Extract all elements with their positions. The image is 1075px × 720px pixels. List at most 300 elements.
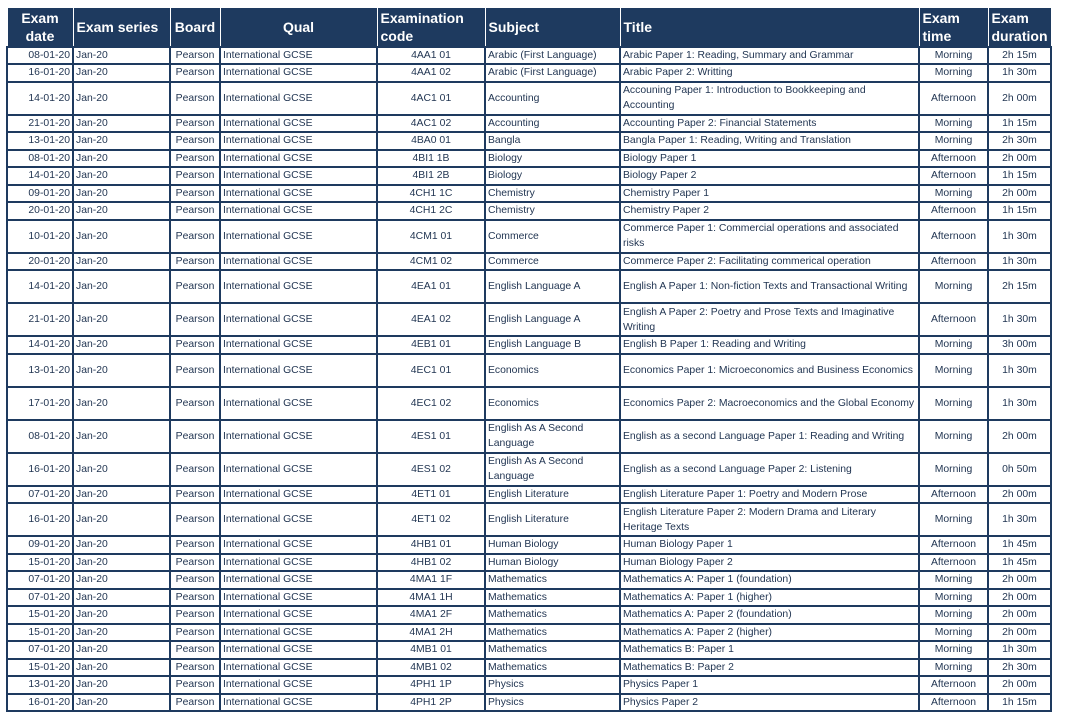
subject-cell: English Literature [485,503,620,536]
exam-series-cell: Jan-20 [73,354,170,387]
exam-series-cell: Jan-20 [73,387,170,420]
exam-code-cell: 4MA1 2H [377,624,485,642]
exam-time-cell: Morning [919,420,988,453]
qual-cell: International GCSE [220,150,377,168]
exam-series-cell: Jan-20 [73,253,170,271]
header-board [170,8,220,47]
subject-cell: Arabic (First Language) [485,47,620,65]
exam-date-cell: 15-01-20 [7,606,73,624]
header-label: Exam [991,9,1029,26]
qual-cell: International GCSE [220,354,377,387]
exam-series-cell: Jan-20 [73,659,170,677]
exam-duration-cell: 1h 30m [988,503,1051,536]
subject-cell: Arabic (First Language) [485,64,620,82]
exam-duration-cell: 1h 30m [988,303,1051,336]
exam-time-cell: Afternoon [919,82,988,115]
exam-time-cell: Afternoon [919,167,988,185]
exam-code-cell: 4MA1 1H [377,589,485,607]
board-cell: Pearson [170,303,220,336]
table-header [7,8,1051,47]
table-row [7,606,1051,624]
title-cell: Human Biology Paper 2 [620,554,919,572]
qual-cell: International GCSE [220,64,377,82]
exam-duration-cell: 2h 00m [988,624,1051,642]
exam-time-cell: Afternoon [919,303,988,336]
table-row [7,659,1051,677]
subject-cell: Bangla [485,132,620,150]
table-body [7,47,1051,712]
table-row [7,503,1051,536]
board-cell: Pearson [170,453,220,486]
table-row [7,624,1051,642]
qual-cell: International GCSE [220,220,377,253]
title-cell: Physics Paper 1 [620,676,919,694]
table-row [7,571,1051,589]
table-row [7,202,1051,220]
exam-series-cell: Jan-20 [73,220,170,253]
exam-duration-cell: 1h 15m [988,694,1051,712]
table-row [7,336,1051,354]
subject-cell: Chemistry [485,185,620,203]
exam-code-cell: 4ET1 02 [377,503,485,536]
header-examination-code [377,8,485,47]
exam-series-cell: Jan-20 [73,185,170,203]
exam-duration-cell: 2h 00m [988,606,1051,624]
exam-time-cell: Afternoon [919,253,988,271]
exam-duration-cell: 2h 00m [988,589,1051,607]
board-cell: Pearson [170,503,220,536]
table-row [7,486,1051,504]
header-label: Exam [922,9,960,26]
title-cell: English Literature Paper 1: Poetry and Modern Prose [620,486,919,504]
qual-cell: International GCSE [220,659,377,677]
exam-code-cell: 4EA1 02 [377,303,485,336]
exam-series-cell: Jan-20 [73,132,170,150]
exam-date-cell: 08-01-20 [7,47,73,65]
exam-series-cell: Jan-20 [73,64,170,82]
exam-series-cell: Jan-20 [73,589,170,607]
subject-cell: Economics [485,387,620,420]
exam-time-cell: Afternoon [919,554,988,572]
exam-series-cell: Jan-20 [73,115,170,133]
subject-cell: Human Biology [485,536,620,554]
board-cell: Pearson [170,132,220,150]
qual-cell: International GCSE [220,253,377,271]
exam-duration-cell: 1h 45m [988,536,1051,554]
title-cell: Arabic Paper 2: Writting [620,64,919,82]
qual-cell: International GCSE [220,185,377,203]
board-cell: Pearson [170,589,220,607]
board-cell: Pearson [170,47,220,65]
subject-cell: Commerce [485,220,620,253]
exam-code-cell: 4MB1 01 [377,641,485,659]
exam-duration-cell: 2h 00m [988,150,1051,168]
exam-timetable [6,7,1052,712]
exam-duration-cell: 2h 15m [988,47,1051,65]
table-row [7,270,1051,303]
subject-cell: Economics [485,354,620,387]
exam-code-cell: 4AC1 02 [377,115,485,133]
board-cell: Pearson [170,571,220,589]
exam-series-cell: Jan-20 [73,606,170,624]
exam-date-cell: 15-01-20 [7,659,73,677]
exam-time-cell: Morning [919,64,988,82]
exam-date-cell: 21-01-20 [7,303,73,336]
exam-time-cell: Morning [919,659,988,677]
exam-code-cell: 4AC1 01 [377,82,485,115]
exam-date-cell: 14-01-20 [7,82,73,115]
title-cell: Arabic Paper 1: Reading, Summary and Grammar [620,47,919,65]
exam-date-cell: 16-01-20 [7,453,73,486]
title-cell: English as a second Language Paper 1: Reading and Writing [620,420,919,453]
title-cell: Mathematics B: Paper 1 [620,641,919,659]
exam-series-cell: Jan-20 [73,624,170,642]
exam-date-cell: 16-01-20 [7,64,73,82]
exam-series-cell: Jan-20 [73,336,170,354]
exam-date-cell: 21-01-20 [7,115,73,133]
exam-code-cell: 4EC1 02 [377,387,485,420]
table-row [7,253,1051,271]
table-row [7,132,1051,150]
table-row [7,167,1051,185]
qual-cell: International GCSE [220,82,377,115]
header-exam-date [7,8,73,47]
board-cell: Pearson [170,387,220,420]
header-exam-series [73,8,170,47]
board-cell: Pearson [170,624,220,642]
header-label: time [922,27,952,44]
subject-cell: Accounting [485,82,620,115]
exam-series-cell: Jan-20 [73,420,170,453]
exam-date-cell: 15-01-20 [7,554,73,572]
exam-date-cell: 07-01-20 [7,571,73,589]
title-cell: English Literature Paper 2: Modern Drama and Literary Heritage Texts [620,503,919,536]
exam-duration-cell: 2h 15m [988,270,1051,303]
subject-cell: Physics [485,694,620,712]
exam-duration-cell: 2h 00m [988,486,1051,504]
subject-cell: Mathematics [485,641,620,659]
qual-cell: International GCSE [220,202,377,220]
table-row [7,589,1051,607]
exam-duration-cell: 1h 30m [988,387,1051,420]
exam-time-cell: Morning [919,185,988,203]
header-exam-time [919,8,988,47]
title-cell: English B Paper 1: Reading and Writing [620,336,919,354]
exam-code-cell: 4PH1 1P [377,676,485,694]
qual-cell: International GCSE [220,536,377,554]
exam-duration-cell: 2h 00m [988,420,1051,453]
exam-code-cell: 4MB1 02 [377,659,485,677]
exam-duration-cell: 2h 00m [988,82,1051,115]
exam-duration-cell: 2h 30m [988,659,1051,677]
exam-series-cell: Jan-20 [73,453,170,486]
subject-cell: Mathematics [485,659,620,677]
exam-code-cell: 4AA1 01 [377,47,485,65]
exam-code-cell: 4CM1 01 [377,220,485,253]
header-label: Board [174,18,216,35]
exam-series-cell: Jan-20 [73,694,170,712]
exam-time-cell: Afternoon [919,536,988,554]
exam-date-cell: 17-01-20 [7,387,73,420]
exam-duration-cell: 1h 30m [988,220,1051,253]
board-cell: Pearson [170,220,220,253]
board-cell: Pearson [170,185,220,203]
title-cell: English A Paper 2: Poetry and Prose Texts and Imaginative Writing [620,303,919,336]
exam-code-cell: 4CH1 2C [377,202,485,220]
header-label: Exam series [76,18,159,35]
title-cell: Mathematics A: Paper 1 (foundation) [620,571,919,589]
exam-time-cell: Morning [919,354,988,387]
board-cell: Pearson [170,486,220,504]
exam-duration-cell: 1h 15m [988,167,1051,185]
subject-cell: Mathematics [485,624,620,642]
exam-code-cell: 4BI1 1B [377,150,485,168]
exam-code-cell: 4ET1 01 [377,486,485,504]
exam-time-cell: Morning [919,387,988,420]
exam-date-cell: 16-01-20 [7,694,73,712]
exam-time-cell: Morning [919,571,988,589]
exam-date-cell: 20-01-20 [7,202,73,220]
subject-cell: English Language A [485,303,620,336]
title-cell: Chemistry Paper 2 [620,202,919,220]
table-row [7,115,1051,133]
header-label: duration [991,27,1048,44]
qual-cell: International GCSE [220,336,377,354]
qual-cell: International GCSE [220,589,377,607]
header-label: code [380,27,414,44]
title-cell: Accouning Paper 1: Introduction to Bookkeeping and Accounting [620,82,919,115]
exam-series-cell: Jan-20 [73,536,170,554]
exam-code-cell: 4BA0 01 [377,132,485,150]
exam-duration-cell: 1h 30m [988,641,1051,659]
qual-cell: International GCSE [220,420,377,453]
qual-cell: International GCSE [220,303,377,336]
exam-duration-cell: 1h 30m [988,253,1051,271]
exam-date-cell: 13-01-20 [7,354,73,387]
header-label: Examination [380,9,464,26]
table-row [7,694,1051,712]
exam-code-cell: 4MA1 2F [377,606,485,624]
table-row [7,47,1051,65]
subject-cell: Mathematics [485,571,620,589]
table-row [7,641,1051,659]
exam-code-cell: 4MA1 1F [377,571,485,589]
exam-code-cell: 4AA1 02 [377,64,485,82]
exam-code-cell: 4EA1 01 [377,270,485,303]
header-label: Title [623,18,653,35]
exam-duration-cell: 0h 50m [988,453,1051,486]
exam-date-cell: 16-01-20 [7,503,73,536]
qual-cell: International GCSE [220,132,377,150]
header-label: Qual [282,18,315,35]
subject-cell: English As A Second Language [485,420,620,453]
exam-code-cell: 4EC1 01 [377,354,485,387]
qual-cell: International GCSE [220,270,377,303]
exam-series-cell: Jan-20 [73,167,170,185]
subject-cell: English As A Second Language [485,453,620,486]
header-label: date [25,27,55,44]
exam-time-cell: Morning [919,606,988,624]
board-cell: Pearson [170,606,220,624]
subject-cell: English Language B [485,336,620,354]
exam-series-cell: Jan-20 [73,554,170,572]
exam-date-cell: 09-01-20 [7,536,73,554]
timetable-table [6,7,1052,712]
subject-cell: Human Biology [485,554,620,572]
board-cell: Pearson [170,202,220,220]
exam-series-cell: Jan-20 [73,202,170,220]
exam-duration-cell: 2h 00m [988,185,1051,203]
board-cell: Pearson [170,253,220,271]
board-cell: Pearson [170,354,220,387]
header-subject [485,8,620,47]
exam-series-cell: Jan-20 [73,641,170,659]
subject-cell: Physics [485,676,620,694]
exam-time-cell: Morning [919,503,988,536]
exam-time-cell: Morning [919,132,988,150]
title-cell: English as a second Language Paper 2: Listening [620,453,919,486]
header-exam-duration [988,8,1051,47]
board-cell: Pearson [170,641,220,659]
board-cell: Pearson [170,167,220,185]
table-row [7,536,1051,554]
board-cell: Pearson [170,115,220,133]
exam-code-cell: 4HB1 02 [377,554,485,572]
exam-date-cell: 14-01-20 [7,336,73,354]
subject-cell: Mathematics [485,606,620,624]
table-row [7,303,1051,336]
exam-time-cell: Morning [919,115,988,133]
exam-time-cell: Morning [919,641,988,659]
title-cell: Accounting Paper 2: Financial Statements [620,115,919,133]
qual-cell: International GCSE [220,453,377,486]
board-cell: Pearson [170,336,220,354]
table-row [7,420,1051,453]
qual-cell: International GCSE [220,571,377,589]
board-cell: Pearson [170,64,220,82]
exam-date-cell: 10-01-20 [7,220,73,253]
exam-time-cell: Afternoon [919,202,988,220]
qual-cell: International GCSE [220,676,377,694]
exam-code-cell: 4CM1 02 [377,253,485,271]
title-cell: English A Paper 1: Non-fiction Texts and Transactional Writing [620,270,919,303]
exam-code-cell: 4HB1 01 [377,536,485,554]
exam-time-cell: Morning [919,47,988,65]
exam-date-cell: 07-01-20 [7,486,73,504]
exam-date-cell: 13-01-20 [7,676,73,694]
exam-duration-cell: 1h 15m [988,115,1051,133]
exam-time-cell: Morning [919,624,988,642]
exam-date-cell: 13-01-20 [7,132,73,150]
subject-cell: English Literature [485,486,620,504]
exam-date-cell: 14-01-20 [7,270,73,303]
title-cell: Commerce Paper 1: Commercial operations and associated risks [620,220,919,253]
title-cell: Bangla Paper 1: Reading, Writing and Translation [620,132,919,150]
qual-cell: International GCSE [220,486,377,504]
exam-series-cell: Jan-20 [73,486,170,504]
table-row [7,554,1051,572]
qual-cell: International GCSE [220,606,377,624]
board-cell: Pearson [170,150,220,168]
exam-time-cell: Afternoon [919,220,988,253]
board-cell: Pearson [170,82,220,115]
exam-date-cell: 09-01-20 [7,185,73,203]
exam-code-cell: 4ES1 01 [377,420,485,453]
exam-code-cell: 4EB1 01 [377,336,485,354]
subject-cell: Biology [485,167,620,185]
table-row [7,220,1051,253]
exam-duration-cell: 1h 30m [988,354,1051,387]
exam-time-cell: Afternoon [919,676,988,694]
qual-cell: International GCSE [220,387,377,420]
exam-date-cell: 15-01-20 [7,624,73,642]
header-qual [220,8,377,47]
exam-duration-cell: 1h 30m [988,64,1051,82]
exam-time-cell: Afternoon [919,486,988,504]
board-cell: Pearson [170,694,220,712]
subject-cell: Accounting [485,115,620,133]
table-row [7,82,1051,115]
exam-code-cell: 4PH1 2P [377,694,485,712]
exam-series-cell: Jan-20 [73,503,170,536]
header-label: Exam [21,9,59,26]
board-cell: Pearson [170,420,220,453]
title-cell: Economics Paper 2: Macroeconomics and the Global Economy [620,387,919,420]
title-cell: Human Biology Paper 1 [620,536,919,554]
table-row [7,453,1051,486]
title-cell: Biology Paper 2 [620,167,919,185]
title-cell: Physics Paper 2 [620,694,919,712]
qual-cell: International GCSE [220,503,377,536]
title-cell: Economics Paper 1: Microeconomics and Business Economics [620,354,919,387]
board-cell: Pearson [170,270,220,303]
table-row [7,676,1051,694]
exam-date-cell: 08-01-20 [7,420,73,453]
exam-date-cell: 08-01-20 [7,150,73,168]
exam-time-cell: Morning [919,336,988,354]
exam-duration-cell: 2h 00m [988,676,1051,694]
subject-cell: Chemistry [485,202,620,220]
exam-series-cell: Jan-20 [73,270,170,303]
board-cell: Pearson [170,554,220,572]
subject-cell: Biology [485,150,620,168]
table-row [7,354,1051,387]
exam-duration-cell: 1h 15m [988,202,1051,220]
exam-time-cell: Afternoon [919,150,988,168]
table-row [7,185,1051,203]
exam-code-cell: 4BI1 2B [377,167,485,185]
exam-time-cell: Morning [919,270,988,303]
exam-series-cell: Jan-20 [73,303,170,336]
title-cell: Mathematics A: Paper 1 (higher) [620,589,919,607]
exam-date-cell: 20-01-20 [7,253,73,271]
exam-time-cell: Morning [919,453,988,486]
qual-cell: International GCSE [220,694,377,712]
subject-cell: English Language A [485,270,620,303]
qual-cell: International GCSE [220,167,377,185]
qual-cell: International GCSE [220,115,377,133]
header-row [7,8,1051,47]
exam-date-cell: 14-01-20 [7,167,73,185]
qual-cell: International GCSE [220,641,377,659]
header-title [620,8,919,47]
title-cell: Mathematics A: Paper 2 (foundation) [620,606,919,624]
subject-cell: Commerce [485,253,620,271]
exam-time-cell: Morning [919,589,988,607]
exam-series-cell: Jan-20 [73,82,170,115]
table-row [7,150,1051,168]
table-row [7,64,1051,82]
